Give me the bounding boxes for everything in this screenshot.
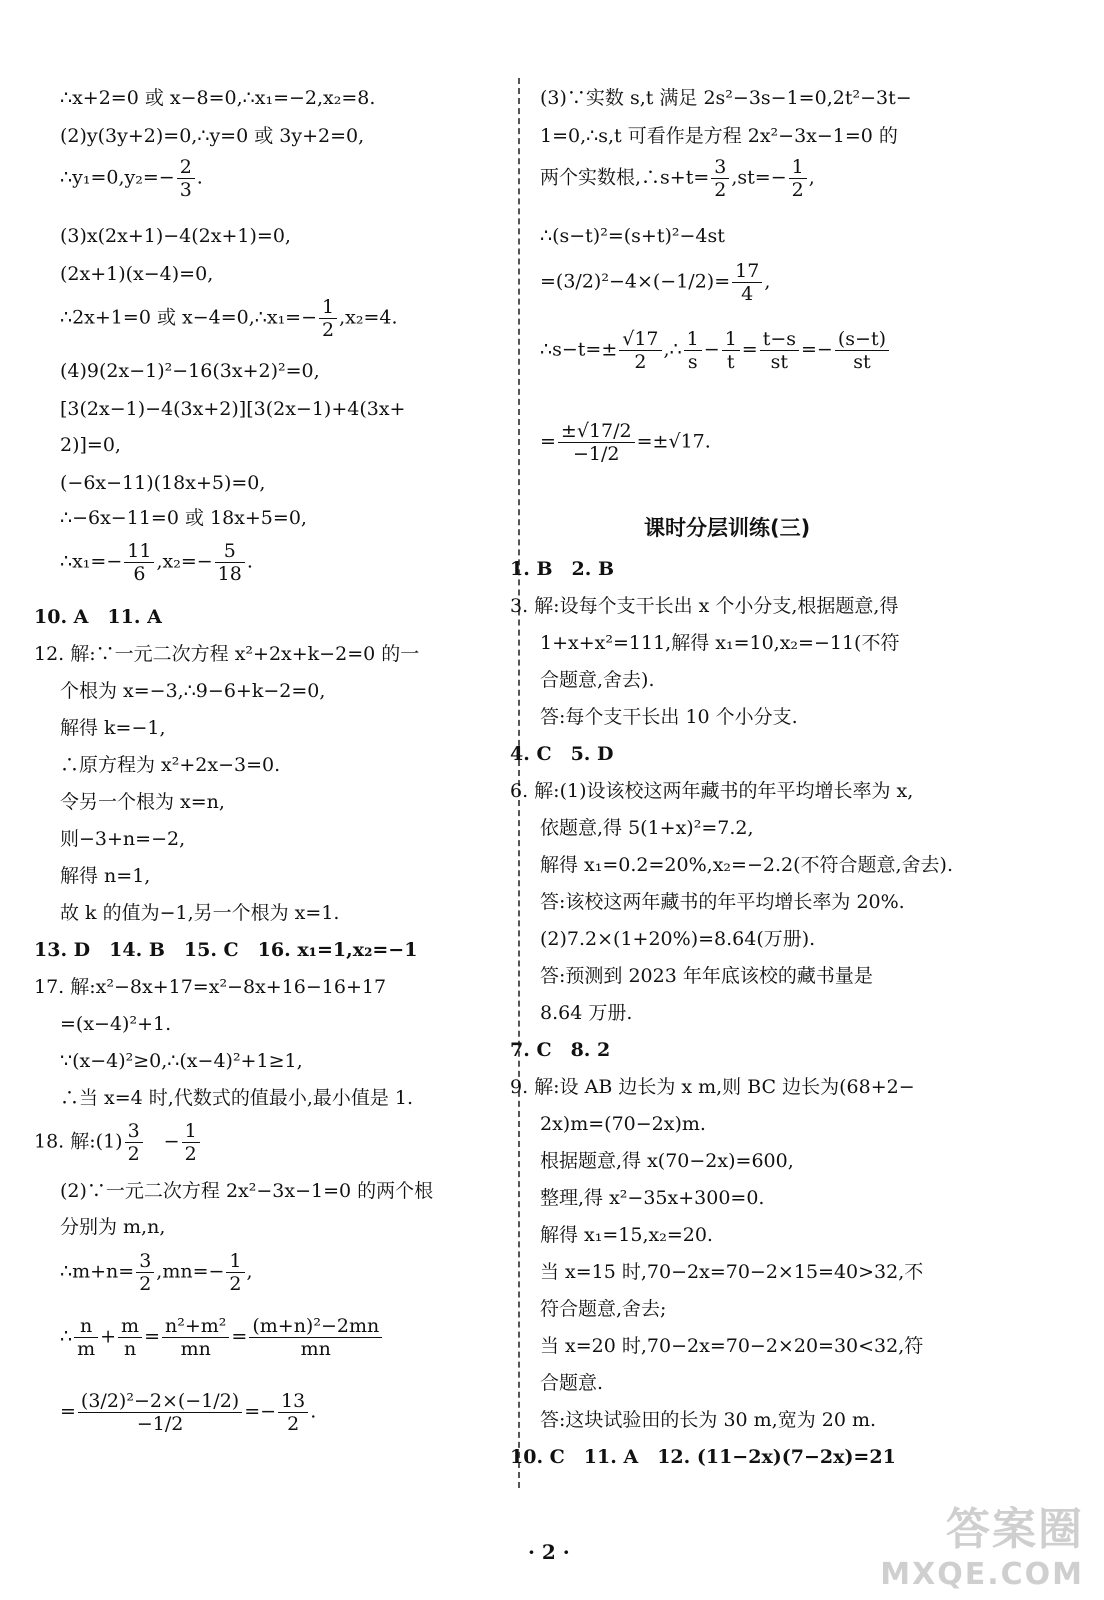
fraction: $\frac{\pm√17/2}{-1/2}$ <box>558 420 635 465</box>
text-line: 整理,得 x²−35x+300=0. <box>540 1187 765 1209</box>
fraction: $\frac{1}{t}$ <box>722 328 740 373</box>
fraction: $\frac{\text{n²+m²}}{mn}$ <box>162 1315 229 1360</box>
fraction: $\frac{3}{2}$ <box>125 1120 143 1165</box>
text-line: 根据题意,得 x(70−2x)=600, <box>540 1150 794 1172</box>
text-line: (2)∵一元二次方程 2x²−3x−1=0 的两个根 <box>60 1180 434 1202</box>
fraction: $\frac{11}{6}$ <box>124 540 154 585</box>
text-line: ∴原方程为 x²+2x−3=0. <box>60 754 281 776</box>
text-line: = $\frac{\text{(3/2)²−2×(−1/2)}}{-1/2}$ =− $\frac{13}{2}$ . <box>60 1390 317 1435</box>
fraction: $\frac{1}{2}$ <box>789 156 807 201</box>
fraction: $\frac{√17}{2}$ <box>619 328 661 373</box>
section-title: 课时分层训练(三) <box>644 516 811 540</box>
watermark-logo: 答案圈 MXQE.COM <box>880 1504 1084 1592</box>
text-line: 当 x=15 时,70−2x=70−2×15=40>32,不 <box>540 1261 924 1283</box>
text-line: 合题意,舍去). <box>540 669 655 691</box>
text-line: 合题意. <box>540 1372 604 1394</box>
text-line: 18. 解:(1) $\frac{3}{2}$ − $\frac{1}{2}$ <box>34 1120 202 1165</box>
text-line: 依题意,得 5(1+x)²=7.2, <box>540 817 754 839</box>
fraction: $\frac{(s-t)}{st}$ <box>835 328 889 373</box>
text-line: [3(2x−1)−4(3x+2)][3(2x−1)+4(3x+ <box>60 398 406 420</box>
answer-line: 4. C 5. D <box>510 743 614 765</box>
text-line: ∵(x−4)²≥0,∴(x−4)²+1≥1, <box>60 1050 303 1072</box>
text-line: 解得 k=−1, <box>60 717 166 739</box>
text-line: ∴ $\frac{n}{m}$ + $\frac{m}{n}$ = $\frac{\text{n²+m²}}{mn}$ = $\frac{\text{(m+n)²−2mn}}{mn}$ <box>60 1315 384 1360</box>
text-line: =(x−4)²+1. <box>60 1013 172 1035</box>
text-line: 解得 n=1, <box>60 865 151 887</box>
text-line: ∴(s−t)²=(s+t)²−4st <box>540 225 725 247</box>
text-line: 个根为 x=−3,∴9−6+k−2=0, <box>60 680 326 702</box>
fraction: $\frac{17}{4}$ <box>732 260 762 305</box>
answer-line: 1. B 2. B <box>510 558 615 580</box>
text-line: =(3/2)²−4×(−1/2)= $\frac{17}{4}$ , <box>540 260 771 305</box>
text-line: 1=0,∴s,t 可看作是方程 2x²−3x−1=0 的 <box>540 125 898 147</box>
text-line: 8.64 万册. <box>540 1002 633 1024</box>
text-line: 1+x+x²=111,解得 x₁=10,x₂=−11(不符 <box>540 632 900 654</box>
fraction: $\frac{\text{(m+n)²−2mn}}{mn}$ <box>249 1315 382 1360</box>
fraction: $\frac{3}{2}$ <box>136 1250 154 1295</box>
fraction: $\frac{2}{3}$ <box>177 156 195 201</box>
answer-line: 10. A 11. A <box>34 606 162 628</box>
text-line: (−6x−11)(18x+5)=0, <box>60 472 266 494</box>
text-line: 12. 解:∵一元二次方程 x²+2x+k−2=0 的一 <box>34 643 420 665</box>
fraction: $\frac{1}{2}$ <box>226 1250 244 1295</box>
text-line: 令另一个根为 x=n, <box>60 791 225 813</box>
text-line: (2)7.2×(1+20%)=8.64(万册). <box>540 928 816 950</box>
fraction: $\frac{1}{2}$ <box>182 1120 200 1165</box>
text-line: 3. 解:设每个支干长出 x 个小分支,根据题意,得 <box>510 595 899 617</box>
text-line: ∴s−t=± $\frac{√17}{2}$ ,∴ $\frac{1}{s}$ − $\frac{1}{t}$ = $\frac{t-s}{st}$ =− $\frac{(s-t)}{st}$ <box>540 328 891 373</box>
text-line: 9. 解:设 AB 边长为 x m,则 BC 边长为(68+2− <box>510 1076 915 1098</box>
text-line: 则−3+n=−2, <box>60 828 186 850</box>
fraction: $\frac{t-s}{st}$ <box>760 328 799 373</box>
text-line: 2)]=0, <box>60 434 121 456</box>
text-line: 6. 解:(1)设该校这两年藏书的年平均增长率为 x, <box>510 780 914 802</box>
text-line: 17. 解:x²−8x+17=x²−8x+16−16+17 <box>34 976 387 998</box>
text-line: (2)y(3y+2)=0,∴y=0 或 3y+2=0, <box>60 125 365 147</box>
text-line: ∴当 x=4 时,代数式的值最小,最小值是 1. <box>60 1087 414 1109</box>
text-line: ∴m+n= $\frac{3}{2}$ ,mn=− $\frac{1}{2}$ , <box>60 1250 253 1295</box>
text-line: 分别为 m,n, <box>60 1216 166 1238</box>
fraction: $\frac{m}{n}$ <box>118 1315 142 1360</box>
fraction: $\frac{\text{(3/2)²−2×(−1/2)}}{-1/2}$ <box>78 1390 242 1435</box>
fraction: $\frac{13}{2}$ <box>278 1390 308 1435</box>
text-line: 答:每个支干长出 10 个小分支. <box>540 706 798 728</box>
text-line: 符合题意,舍去; <box>540 1298 667 1320</box>
text-line: 答:该校这两年藏书的年平均增长率为 20%. <box>540 891 905 913</box>
text-line: 当 x=20 时,70−2x=70−2×20=30<32,符 <box>540 1335 924 1357</box>
text-line: 解得 x₁=0.2=20%,x₂=−2.2(不符合题意,舍去). <box>540 854 953 876</box>
fraction: $\frac{1}{2}$ <box>319 296 337 341</box>
text-line: = $\frac{\pm√17/2}{-1/2}$ =±√17. <box>540 420 711 465</box>
text-line: 解得 x₁=15,x₂=20. <box>540 1224 713 1246</box>
text-line: (3)∵实数 s,t 满足 2s²−3s−1=0,2t²−3t− <box>540 87 912 109</box>
text-line: 故 k 的值为−1,另一个根为 x=1. <box>60 902 340 924</box>
answer-line: 7. C 8. 2 <box>510 1039 611 1061</box>
fraction: $\frac{3}{2}$ <box>711 156 729 201</box>
answer-line: 10. C 11. A 12. (11−2x)(7−2x)=21 <box>510 1446 896 1468</box>
answer-line: 13. D 14. B 15. C 16. x₁=1,x₂=−1 <box>34 939 418 961</box>
text-line: 两个实数根,∴s+t= $\frac{3}{2}$ ,st=− $\frac{1}{2}$ , <box>540 156 815 201</box>
fraction: $\frac{5}{18}$ <box>215 540 245 585</box>
text-line: ∴−6x−11=0 或 18x+5=0, <box>60 507 307 529</box>
fraction: $\frac{n}{m}$ <box>74 1315 98 1360</box>
text-line: ∴x+2=0 或 x−8=0,∴x₁=−2,x₂=8. <box>60 87 376 109</box>
page-number: · 2 · <box>528 1540 570 1564</box>
text-line: 2x)m=(70−2x)m. <box>540 1113 706 1135</box>
text-line: ∴2x+1=0 或 x−4=0,∴x₁=− $\frac{1}{2}$ ,x₂=4. <box>60 296 398 341</box>
text-line: 答:这块试验田的长为 30 m,宽为 20 m. <box>540 1409 877 1431</box>
text-line: (3)x(2x+1)−4(2x+1)=0, <box>60 225 291 247</box>
text-line: ∴x₁=− $\frac{11}{6}$ ,x₂=− $\frac{5}{18}$ . <box>60 540 253 585</box>
text-line: 答:预测到 2023 年年底该校的藏书量是 <box>540 965 873 987</box>
fraction: $\frac{1}{s}$ <box>684 328 702 373</box>
text-line: (2x+1)(x−4)=0, <box>60 263 214 285</box>
text-line: ∴y₁=0,y₂=− $\frac{2}{3}$ . <box>60 156 203 201</box>
text-line: (4)9(2x−1)²−16(3x+2)²=0, <box>60 360 320 382</box>
